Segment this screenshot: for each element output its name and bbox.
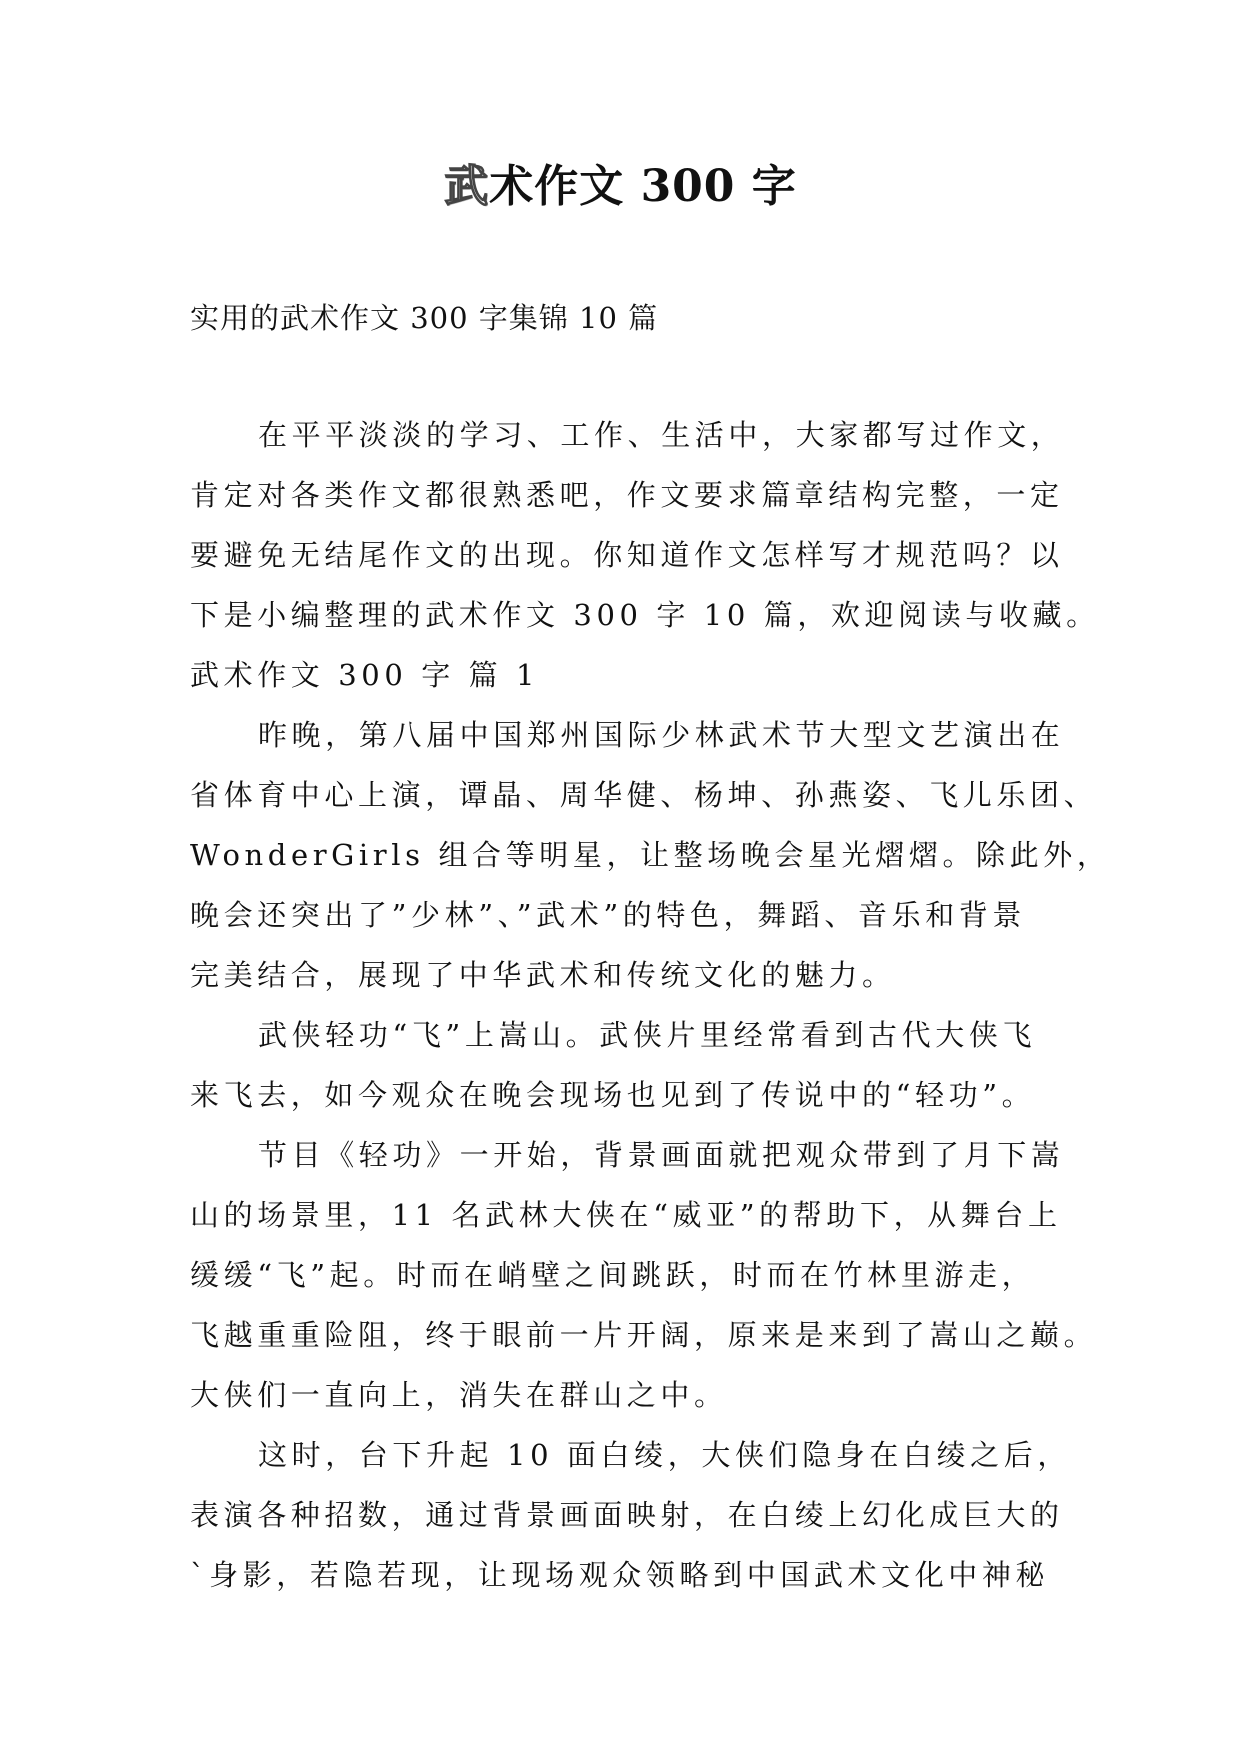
body-line: 这时，台下升起 10 面白绫，大侠们隐身在白绫之后， <box>258 1438 1071 1472</box>
body-line: 昨晚，第八届中国郑州国际少林武术节大型文艺演出在 <box>258 718 1065 752</box>
document-subtitle: 实用的武术作文 300 字集锦 10 篇 <box>190 301 659 335</box>
body-line: 在平平淡淡的学习、工作、生活中，大家都写过作文， <box>258 418 1065 452</box>
title-rest: 术作文 300 字 <box>489 161 797 212</box>
body-line: 大侠们一直向上，消失在群山之中。 <box>190 1378 728 1412</box>
body-line: 表演各种招数，通过背景画面映射，在白绫上幻化成巨大的 <box>190 1498 1064 1532</box>
body-line: 下是小编整理的武术作文 300 字 10 篇，欢迎阅读与收藏。 <box>190 598 1100 632</box>
body-line: `身影，若隐若现，让现场观众领略到中国武术文化中神秘 <box>190 1558 1050 1592</box>
body-line: 武侠轻功“飞”上嵩山。武侠片里经常看到古代大侠飞 <box>258 1018 1037 1052</box>
body-line: 肯定对各类作文都很熟悉吧，作文要求篇章结构完整，一定 <box>190 478 1064 512</box>
section-heading: 武术作文 300 字 篇 1 <box>190 658 540 692</box>
body-line: 晚会还突出了”少林”、”武术”的特色，舞蹈、音乐和背景 <box>190 898 1027 932</box>
body-line: 来飞去，如今观众在晚会现场也见到了传说中的“轻功”。 <box>190 1078 1036 1112</box>
body-line: 节目《轻功》一开始，背景画面就把观众带到了月下嵩 <box>258 1138 1065 1172</box>
body-line: 完美结合，展现了中华武术和传统文化的魅力。 <box>190 958 896 992</box>
body-line: WonderGirls 组合等明星，让整场晚会星光熠熠。除此外， <box>190 838 1111 872</box>
title-first-char: 武 <box>444 161 490 212</box>
body-line: 山的场景里，11 名武林大侠在“威亚”的帮助下，从舞台上 <box>190 1198 1062 1232</box>
document-body <box>190 405 1111 1605</box>
body-line: 飞越重重险阻，终于眼前一片开阔，原来是来到了嵩山之巅。 <box>190 1318 1098 1352</box>
body-line: 缓缓“飞”起。时而在峭壁之间跳跃，时而在竹林里游走， <box>190 1258 1036 1292</box>
body-line: 省体育中心上演，谭晶、周华健、杨坤、孙燕姿、飞儿乐团、 <box>190 778 1098 812</box>
document-title <box>0 150 1241 214</box>
body-line: 要避免无结尾作文的出现。你知道作文怎样写才规范吗？以 <box>190 538 1064 572</box>
